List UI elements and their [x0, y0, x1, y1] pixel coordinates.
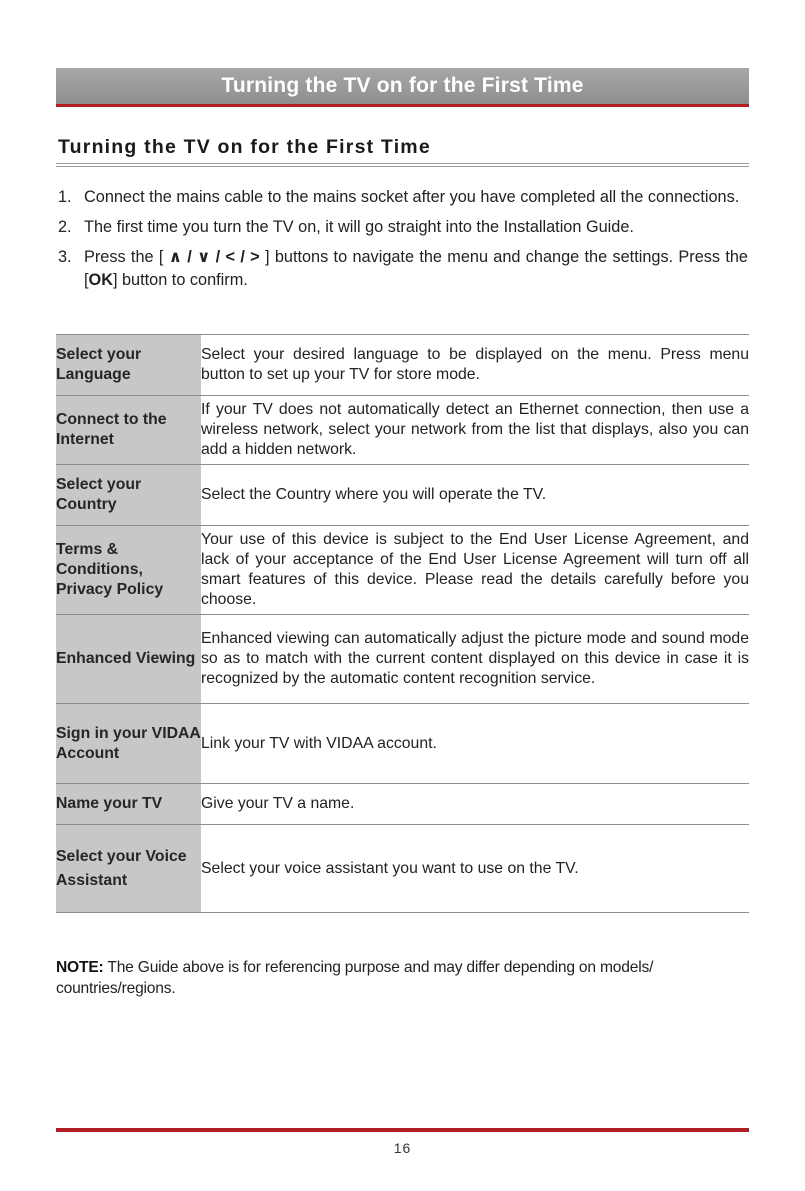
row-label: Terms & Conditions, Privacy Policy: [56, 526, 201, 615]
steps-list: [58, 186, 748, 299]
row-label: Connect to the Internet: [56, 396, 201, 465]
row-label: Select your Language: [56, 335, 201, 396]
list-item: [58, 216, 748, 239]
installation-guide-table: [56, 334, 749, 913]
step-number: 2.: [58, 218, 72, 236]
table-row: [56, 335, 749, 396]
title-divider: [56, 163, 749, 167]
step-text: [84, 246, 748, 292]
table-row: [56, 784, 749, 825]
step-text-mid: ] buttons to navigate the menu and change the settings. Press the [: [84, 248, 748, 289]
page-number: 16: [393, 1140, 412, 1156]
table-row: [56, 526, 749, 615]
banner-title: Turning the TV on for the First Time: [221, 74, 584, 97]
footer-divider: [56, 1128, 749, 1132]
row-label: Select your Voice Assistant: [56, 825, 201, 913]
row-label: Select your Country: [56, 465, 201, 526]
row-description: Select your voice assistant you want to use on the TV.: [201, 859, 579, 877]
section-title: Turning the TV on for the First Time: [58, 136, 431, 158]
page-banner: [56, 68, 749, 107]
row-label: Enhanced Viewing: [56, 615, 201, 704]
row-description: Your use of this device is subject to the End User License Agreement, and lack of your acceptance of the End User License Agreement will turn off all smart features of this device. Please read the details carefully before you choose.: [201, 531, 749, 608]
table-row: [56, 825, 749, 913]
step-number: 1.: [58, 188, 72, 206]
table-row: [56, 704, 749, 784]
row-label: Sign in your VIDAA Account: [56, 704, 201, 784]
table-row: [56, 396, 749, 465]
note-paragraph: [56, 957, 749, 999]
nav-buttons-label: ∧ / ∨ / < / >: [168, 248, 260, 266]
list-item: [58, 186, 748, 209]
row-description: Select the Country where you will operate the TV.: [201, 486, 547, 503]
row-description: Select your desired language to be displayed on the menu. Press menu button to set up your TV for store mode.: [201, 346, 749, 383]
table-row: [56, 615, 749, 704]
step-number: 3.: [58, 248, 72, 266]
table-row: [56, 465, 749, 526]
step-text: The first time you turn the TV on, it will go straight into the Installation Guide.: [84, 218, 634, 236]
row-label: Name your TV: [56, 784, 201, 825]
note-label: NOTE:: [56, 959, 104, 976]
step-text: Connect the mains cable to the mains socket after you have completed all the connections.: [84, 188, 740, 206]
row-description: Give your TV a name.: [201, 795, 355, 812]
step-text-before: Press the [: [84, 248, 169, 266]
step-text-after: ] button to confirm.: [112, 271, 248, 289]
list-item: [58, 246, 748, 292]
row-description: Link your TV with VIDAA account.: [201, 734, 437, 752]
note-text: The Guide above is for referencing purpose and may differ depending on models/ countries/regions.: [56, 959, 654, 997]
row-description: If your TV does not automatically detect an Ethernet connection, then use a wireless network, select your network from the list that displays, also you can add a hidden network.: [201, 401, 749, 458]
row-description: Enhanced viewing can automatically adjust the picture mode and sound mode so as to match with the current content displayed on this device in case it is recognized by the automatic content recognition service.: [201, 630, 749, 687]
ok-button-label: OK: [88, 271, 113, 289]
